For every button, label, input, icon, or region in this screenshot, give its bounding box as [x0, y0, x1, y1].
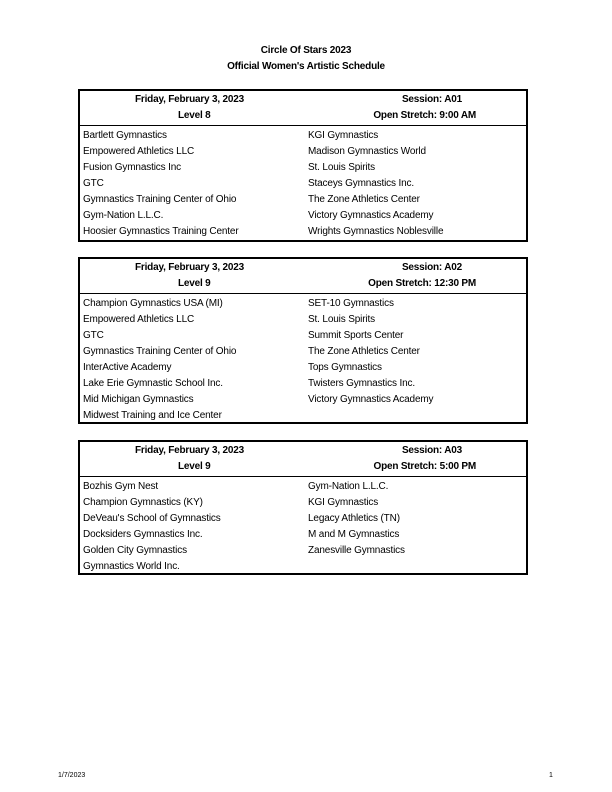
team-name: Docksiders Gymnastics Inc.: [83, 529, 203, 540]
document-title: Circle Of Stars 2023: [260, 45, 352, 56]
team-name: Golden City Gymnastics: [83, 545, 187, 556]
team-name: The Zone Athletics Center: [308, 346, 420, 357]
page-number: 1: [549, 772, 553, 779]
team-name: St. Louis Spirits: [308, 162, 375, 173]
session-date: Friday, February 3, 2023: [135, 262, 244, 273]
team-lists: [80, 477, 526, 574]
session-level: Level 9: [178, 278, 211, 289]
team-name: SET-10 Gymnastics: [308, 298, 394, 309]
team-name: KGI Gymnastics: [308, 497, 379, 508]
session-number: Session: A02: [401, 262, 462, 273]
team-name: Lake Erie Gymnastic School Inc.: [83, 378, 223, 389]
team-name: Bartlett Gymnastics: [83, 130, 167, 141]
team-name: Wrights Gymnastics Noblesville: [308, 226, 444, 237]
team-name: Staceys Gymnastics Inc.: [308, 178, 415, 189]
open-stretch-time: Open Stretch: 12:30 PM: [368, 278, 476, 289]
footer-date: 1/7/2023: [58, 772, 86, 779]
open-stretch-time: Open Stretch: 9:00 AM: [373, 110, 476, 121]
team-name: Zanesville Gymnastics: [308, 545, 405, 556]
document-subtitle: Official Women's Artistic Schedule: [227, 61, 385, 72]
team-name: DeVeau's School of Gymnastics: [83, 513, 221, 524]
team-list-right: [308, 128, 443, 240]
team-list-left: [83, 128, 239, 240]
team-name: Gym-Nation L.L.C.: [83, 210, 164, 221]
team-name: Empowered Athletics LLC: [83, 314, 195, 325]
team-name: InterActive Academy: [83, 362, 172, 373]
team-name: Midwest Training and Ice Center: [83, 410, 222, 421]
team-name: Victory Gymnastics Academy: [308, 210, 434, 221]
session-level: Level 9: [178, 461, 211, 472]
team-name: Mid Michigan Gymnastics: [83, 394, 194, 405]
team-name: Gymnastics Training Center of Ohio: [83, 346, 237, 357]
session-block-a01: [78, 89, 528, 242]
session-header: [80, 91, 526, 126]
team-name: GTC: [83, 178, 104, 189]
session-block-a03: [78, 440, 528, 575]
team-name: Tops Gymnastics: [308, 362, 382, 373]
team-name: The Zone Athletics Center: [308, 194, 420, 205]
team-name: Champion Gymnastics (KY): [83, 497, 203, 508]
team-list-right: [308, 296, 433, 408]
team-name: Victory Gymnastics Academy: [308, 394, 434, 405]
session-block-a02: [78, 257, 528, 424]
session-level: Level 8: [178, 110, 211, 121]
team-list-right: [308, 479, 405, 559]
team-name: Champion Gymnastics USA (MI): [83, 298, 223, 309]
session-date: Friday, February 3, 2023: [135, 445, 244, 456]
session-number: Session: A01: [401, 94, 462, 105]
team-name: St. Louis Spirits: [308, 314, 375, 325]
team-name: Legacy Athletics (TN): [308, 513, 400, 524]
team-name: Empowered Athletics LLC: [83, 146, 195, 157]
team-name: Hoosier Gymnastics Training Center: [83, 226, 239, 237]
team-name: Bozhis Gym Nest: [83, 481, 158, 492]
team-name: M and M Gymnastics: [308, 529, 400, 540]
team-name: Fusion Gymnastics Inc: [83, 162, 181, 173]
team-name: Twisters Gymnastics Inc.: [308, 378, 415, 389]
session-header: [80, 442, 526, 477]
team-name: Gymnastics Training Center of Ohio: [83, 194, 237, 205]
team-lists: [80, 126, 526, 241]
session-date: Friday, February 3, 2023: [135, 94, 244, 105]
session-number: Session: A03: [401, 445, 462, 456]
open-stretch-time: Open Stretch: 5:00 PM: [373, 461, 476, 472]
team-list-left: [83, 296, 236, 424]
team-name: GTC: [83, 330, 104, 341]
team-name: Summit Sports Center: [308, 330, 404, 341]
team-name: Gymnastics World Inc.: [83, 561, 180, 572]
team-list-left: [83, 479, 221, 575]
team-name: Madison Gymnastics World: [308, 146, 426, 157]
team-lists: [80, 294, 526, 423]
team-name: Gym-Nation L.L.C.: [308, 481, 389, 492]
team-name: KGI Gymnastics: [308, 130, 379, 141]
session-header: [80, 259, 526, 294]
